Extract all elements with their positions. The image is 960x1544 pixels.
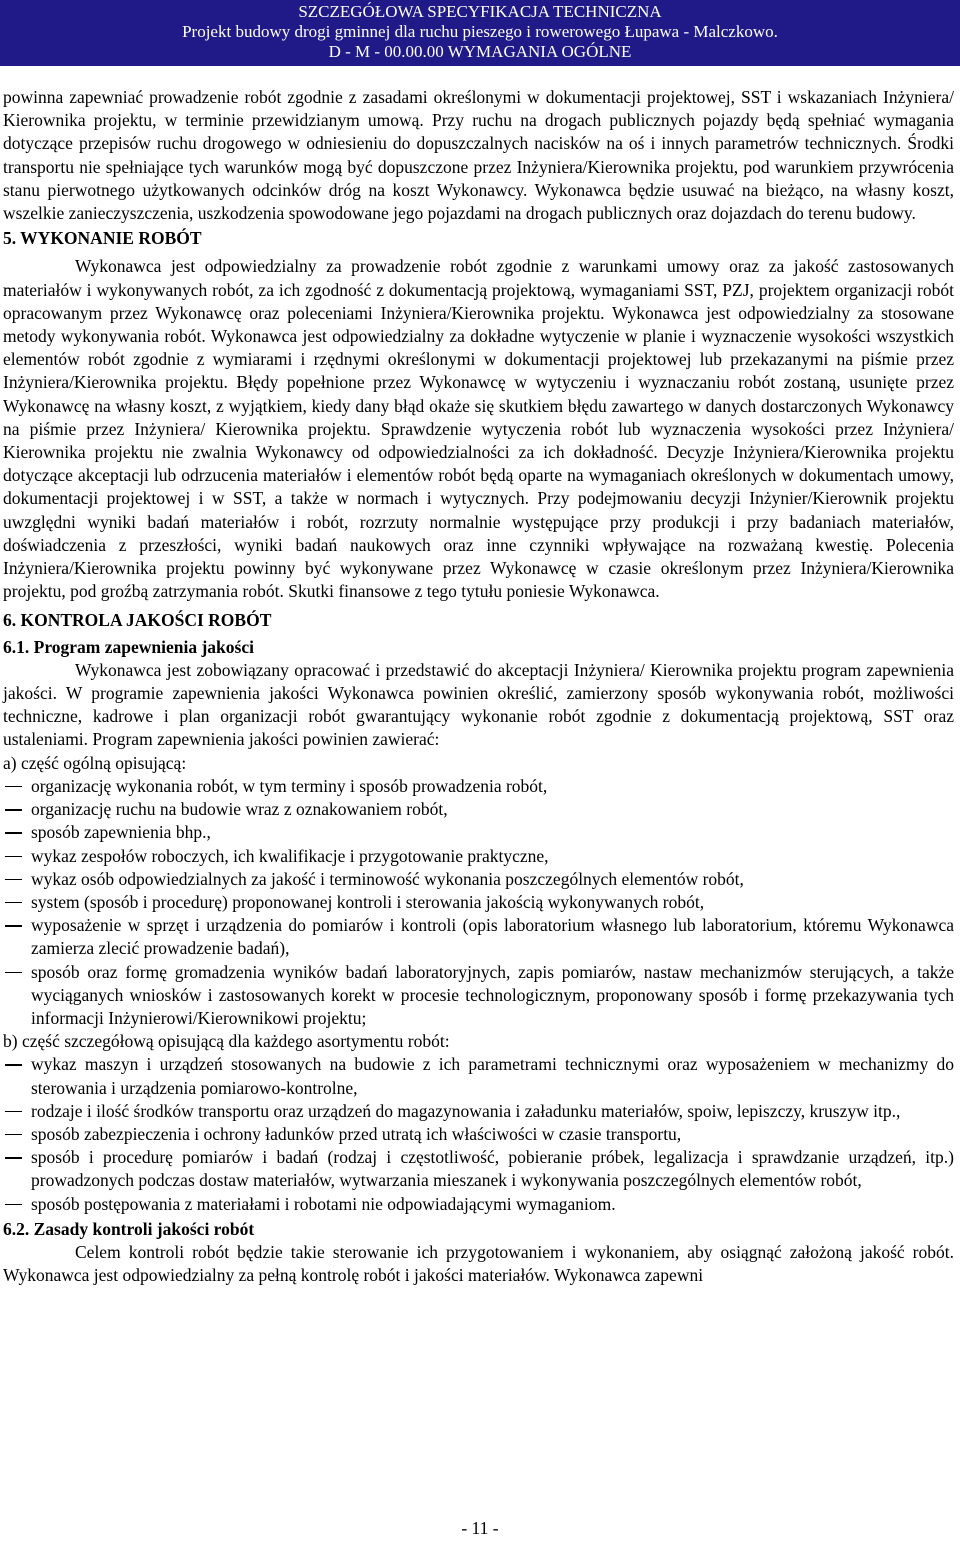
part-a-label: a) część ogólną opisującą: bbox=[3, 752, 187, 773]
header-project: Projekt budowy drogi gminnej dla ruchu pieszego i rowerowego Łupawa - Malczkowo. bbox=[182, 22, 778, 41]
header-section: D - M - 00.00.00 WYMAGANIA OGÓLNE bbox=[328, 42, 632, 61]
header-title: SZCZEGÓŁOWA SPECYFIKACJA TECHNICZNA bbox=[298, 2, 662, 21]
list-item: wykaz zespołów roboczych, ich kwalifikacje i przygotowanie praktyczne, bbox=[3, 845, 954, 868]
section-5-heading: 5. WYKONANIE ROBÓT bbox=[3, 228, 202, 249]
list-item: rodzaje i ilość środków transportu oraz urządzeń do magazynowania i załadunku materiałów, spoiw, lepiszczy, kruszyw itp., bbox=[3, 1100, 954, 1123]
part-a-list bbox=[3, 775, 954, 1030]
list-item: organizację wykonania robót, w tym terminy i sposób prowadzenia robót, bbox=[3, 775, 954, 798]
section-6-heading: 6. KONTROLA JAKOŚCI ROBÓT bbox=[3, 610, 272, 631]
page-number: - 11 - bbox=[461, 1518, 499, 1538]
document-body bbox=[0, 66, 960, 1287]
page-header bbox=[0, 0, 960, 66]
list-item: wykaz maszyn i urządzeń stosowanych na budowie z ich parametrami technicznymi oraz wyposażeniem w mechanizmy do sterowania i urządzenia pomiarowo-kontrolne, bbox=[3, 1053, 954, 1099]
part-b-label: b) część szczegółową opisującą dla każdego asortymentu robót: bbox=[3, 1031, 450, 1052]
list-item: system (sposób i procedurę) proponowanej kontroli i sterowania jakością wykonywanych robót, bbox=[3, 891, 954, 914]
section-5-paragraph: Wykonawca jest odpowiedzialny za prowadzenie robót zgodnie z warunkami umowy oraz za jakość zastosowanych materiałów i wykonywanych robót, za ich zgodność z dokumentacją projektową, wymaganiami SST, PZJ, projektem organizacji robót opracowanym przez Wykonawcę oraz poleceniami Inżyniera/Kierownika projektu. Wykonawca jest odpowiedzialny za stosowane metody wykonywania robót. Wykonawca jest odpowiedzialny za dokładne wytyczenie w planie i wyznaczenie wysokości wszystkich elementów robót zgodnie z wymiarami i rzędnymi określonymi w dokumentacji projektowej lub przekazanymi na piśmie przez Inżyniera/Kierownika projektu. Błędy popełnione przez Wykonawcę w wytyczeniu i wyznaczaniu robót zostaną, usunięte przez Wykonawcę na własny koszt, z wyjątkiem, kiedy dany błąd okaże się skutkiem błędu zawartego w danych dostarczonych Wykonawcy na piśmie przez Inżyniera/ Kierownika projektu. Sprawdzenie wytyczenia robót lub wyznaczenia wysokości przez Inżyniera/ Kierownika projektu nie zwalnia Wykonawcy od odpowiedzialności za ich dokładność. Decyzje Inżyniera/Kierownika projektu dotyczące akceptacji lub odrzucenia materiałów i elementów robót będą oparte na wymaganiach określonych w dokumentach umowy, dokumentacji projektowej i w SST, a także w normach i wytycznych. Przy podejmowaniu decyzji Inżynier/Kierownik projektu uwzględni wyniki badań materiałów i robót, rozrzuty normalnie występujące przy produkcji i przy badaniach materiałów, doświadczenia z przeszłości, wyniki badań naukowych oraz inne czynniki wpływające na rozważaną kwestię. Polecenia Inżyniera/Kierownika projektu powinny być wykonywane przez Wykonawcę w czasie określonym przez Inżyniera/Kierownika projektu, pod groźbą zatrzymania robót. Skutki finansowe z tego tytułu poniesie Wykonawca. bbox=[3, 256, 954, 602]
section-6-1-paragraph: Wykonawca jest zobowiązany opracować i przedstawić do akceptacji Inżyniera/ Kierownika projektu program zapewnienia jakości. W programie zapewnienia jakości Wykonawca powinien określić, zamierzony sposób wykonywania robót, możliwości techniczne, kadrowe i plan organizacji robót gwarantujący wykonanie robót zgodnie z dokumentacją projektową, SST oraz ustaleniami. Program zapewnienia jakości powinien zawierać: bbox=[3, 659, 954, 750]
section-6-2-paragraph: Celem kontroli robót będzie takie sterowanie ich przygotowaniem i wykonaniem, aby osiągnąć założoną jakość robót. Wykonawca jest odpowiedzialny za pełną kontrolę robót i jakości materiałów. Wykonawca zapewni bbox=[3, 1241, 954, 1286]
list-item: sposób postępowania z materiałami i robotami nie odpowiadającymi wymaganiom. bbox=[3, 1193, 954, 1216]
list-item: wyposażenie w sprzęt i urządzenia do pomiarów i kontroli (opis laboratorium własnego lub laboratorium, któremu Wykonawca zamierza zlecić prowadzenie badań), bbox=[3, 914, 954, 960]
section-6-1-heading: 6.1. Program zapewnienia jakości bbox=[3, 636, 254, 657]
part-b-list bbox=[3, 1053, 954, 1215]
list-item: sposób oraz formę gromadzenia wyników badań laboratoryjnych, zapis pomiarów, nastaw mechanizmów sterujących, a także wyciąganych wniosków i zastosowanych korekt w procesie technologicznym, proponowany sposób i formę przekazywania tych informacji Inżynierowi/Kierownikowi projektu; bbox=[3, 961, 954, 1031]
list-item: wykaz osób odpowiedzialnych za jakość i terminowość wykonania poszczególnych elementów robót, bbox=[3, 868, 954, 891]
list-item: sposób zapewnienia bhp., bbox=[3, 821, 954, 844]
list-item: organizację ruchu na budowie wraz z oznakowaniem robót, bbox=[3, 798, 954, 821]
list-item: sposób i procedurę pomiarów i badań (rodzaj i częstotliwość, pobieranie próbek, legalizacja i sprawdzanie urządzeń, itp.) prowadzonych podczas dostaw materiałów, wytwarzania mieszanek i wykonywania poszczególnych elementów robót, bbox=[3, 1146, 954, 1192]
section-6-2-heading: 6.2. Zasady kontroli jakości robót bbox=[3, 1218, 255, 1239]
intro-paragraph: powinna zapewniać prowadzenie robót zgodnie z zasadami określonymi w dokumentacji projektowej, SST i wskazaniach Inżyniera/ Kierownika projektu, w terminie przewidzianym umową. Przy ruchu na drogach publicznych pojazdy będą spełniać wymagania dotyczące przepisów ruchu drogowego w odniesieniu do dopuszczalnych nacisków na oś i innych parametrów technicznych. Środki transportu nie spełniające tych warunków mogą być dopuszczone przez Inżyniera/Kierownika projektu, pod warunkiem przywrócenia stanu pierwotnego użytkowanych odcinków dróg na koszt Wykonawcy. Wykonawca będzie usuwać na bieżąco, na własny koszt, wszelkie zanieczyszczenia, uszkodzenia spowodowane jego pojazdami na drogach publicznych oraz dojazdach do terenu budowy. bbox=[3, 87, 954, 224]
list-item: sposób zabezpieczenia i ochrony ładunków przed utratą ich właściwości w czasie transportu, bbox=[3, 1123, 954, 1146]
